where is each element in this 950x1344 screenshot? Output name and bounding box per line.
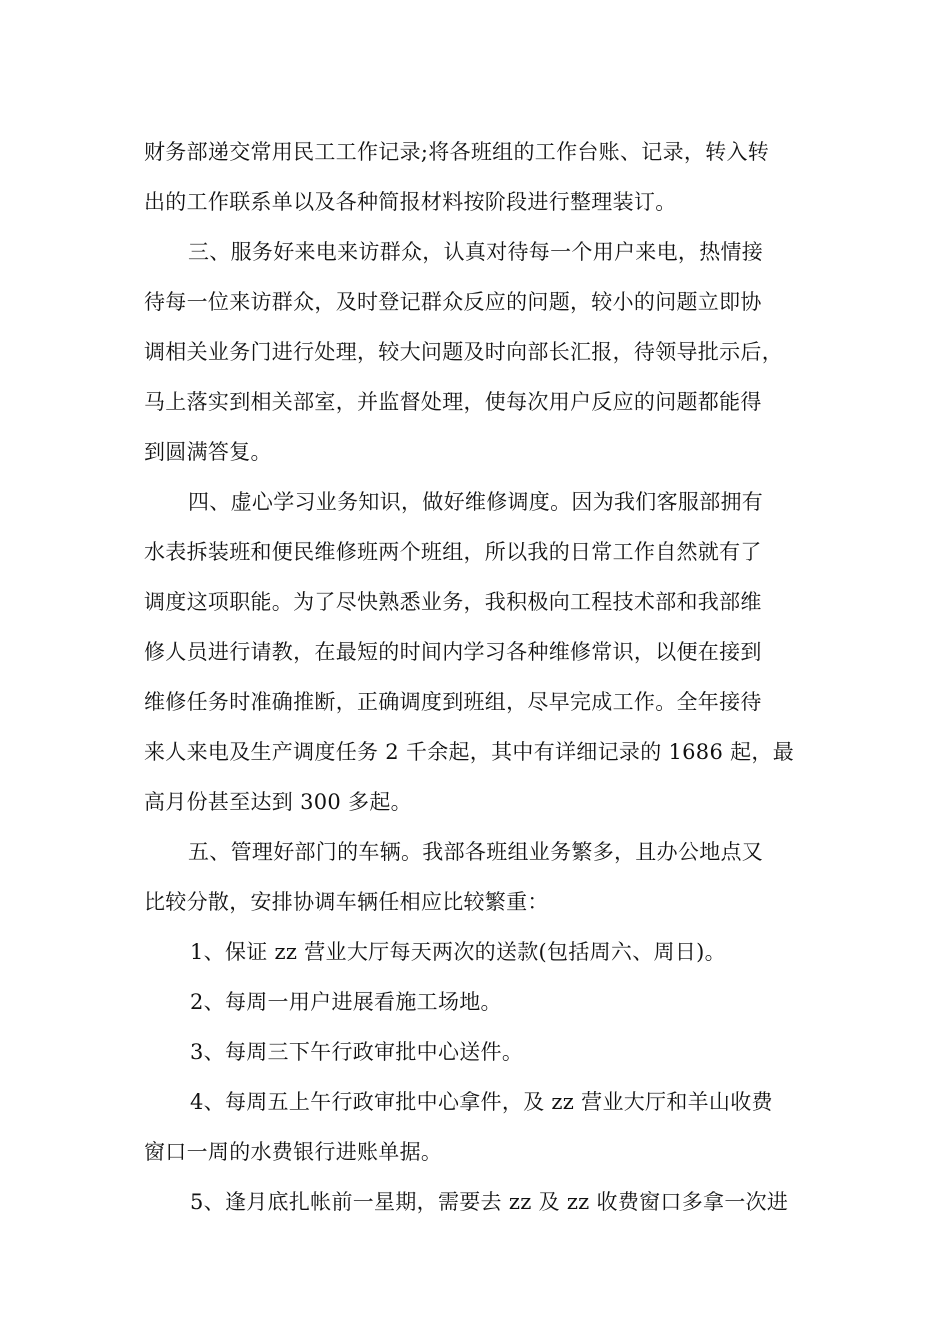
text-line: 待每一位来访群众，及时登记群众反应的问题，较小的问题立即协 [144, 290, 762, 314]
text-line: 财务部递交常用民工工作记录;将各班组的工作台账、记录，转入转 [144, 140, 770, 164]
text-line: 维修任务时准确推断，正确调度到班组，尽早完成工作。全年接待 [144, 690, 762, 714]
text-line: 修人员进行请教，在最短的时间内学习各种维修常识，以便在接到 [144, 640, 762, 664]
text-line: 5、逢月底扎帐前一星期，需要去 zz 及 zz 收费窗口多拿一次进 [190, 1190, 789, 1214]
text-line: 四、虚心学习业务知识，做好维修调度。因为我们客服部拥有 [188, 490, 764, 514]
text-line: 三、服务好来电来访群众，认真对待每一个用户来电，热情接 [188, 240, 764, 264]
text-line: 1、保证 zz 营业大厅每天两次的送款(包括周六、周日)。 [190, 940, 726, 964]
text-line: 到圆满答复。 [144, 440, 272, 464]
text-line: 调度这项职能。为了尽快熟悉业务，我积极向工程技术部和我部维 [144, 590, 762, 614]
text-line: 马上落实到相关部室，并监督处理，使每次用户反应的问题都能得 [144, 390, 762, 414]
text-line: 4、每周五上午行政审批中心拿件，及 zz 营业大厅和羊山收费 [190, 1090, 773, 1114]
text-line: 出的工作联系单以及各种简报材料按阶段进行整理装订。 [144, 190, 677, 214]
text-line: 来人来电及生产调度任务 2 千余起，其中有详细记录的 1686 起，最 [144, 740, 795, 764]
text-line: 调相关业务门进行处理，较大问题及时向部长汇报，待领导批示后， [144, 340, 783, 364]
text-line: 水表拆装班和便民维修班两个班组，所以我的日常工作自然就有了 [144, 540, 762, 564]
text-line: 3、每周三下午行政审批中心送件。 [190, 1040, 524, 1064]
text-line: 窗口一周的水费银行进账单据。 [144, 1140, 443, 1164]
text-line: 五、管理好部门的车辆。我部各班组业务繁多，且办公地点又 [188, 840, 764, 864]
text-line: 比较分散，安排协调车辆任相应比较繁重： [144, 890, 549, 914]
text-line: 2、每周一用户进展看施工场地。 [190, 990, 502, 1014]
text-line: 高月份甚至达到 300 多起。 [144, 790, 412, 814]
